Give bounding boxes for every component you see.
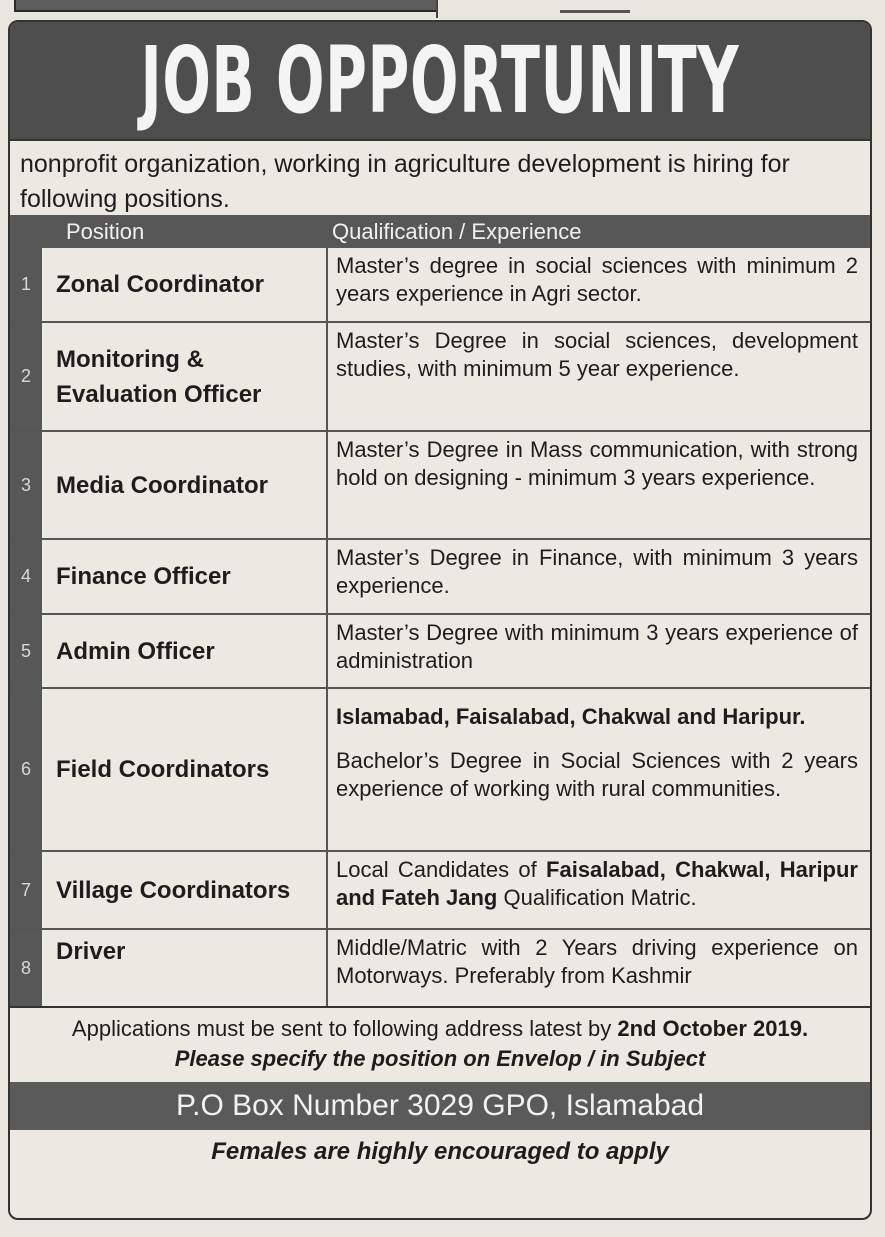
header-position: Position <box>66 219 145 244</box>
row-number: 8 <box>10 930 42 1006</box>
qualification-locations: Faisalabad, Chakwal, Haripur and Fateh Jang <box>336 857 858 910</box>
table-row <box>10 540 870 615</box>
deadline-date: 2nd October 2019. <box>617 1016 809 1041</box>
qualification-text: Master’s Degree in Finance, with minimum 3 years experience. <box>336 545 858 598</box>
table-row <box>10 615 870 689</box>
header-number-cell <box>10 215 42 248</box>
position-name: Monitoring & Evaluation Officer <box>42 323 328 430</box>
table-row <box>10 852 870 930</box>
intro-text: nonprofit organization, working in agriculture development is hiring for following positions. <box>20 150 790 213</box>
column-divider <box>436 0 438 18</box>
envelope-note: Please specify the position on Envelop / in Subject <box>174 1046 706 1071</box>
qualification-text: Master’s Degree in Mass communication, with strong hold on designing - minimum 3 years experience. <box>336 437 858 490</box>
position-name: Village Coordinators <box>42 852 328 928</box>
qualification-text: Bachelor’s Degree in Social Sciences with 2 years experience of working with rural communities. <box>336 748 858 801</box>
position-name: Field Coordinators <box>42 689 328 850</box>
application-instructions <box>10 1006 870 1044</box>
header-qualification: Qualification / Experience <box>332 219 582 244</box>
position-name: Finance Officer <box>42 540 328 613</box>
position-name: Admin Officer <box>42 615 328 687</box>
row-number: 3 <box>10 432 42 538</box>
row-number: 1 <box>10 248 42 321</box>
adjacent-text-fragment <box>560 0 630 13</box>
qualification-prefix: Local Candidates of <box>336 857 547 882</box>
qualification-text: Middle/Matric with 2 Years driving experience on Motorways. Preferably from Kashmir <box>336 935 858 988</box>
qualification-text: Master’s Degree with minimum 3 years experience of administration <box>336 620 858 673</box>
qualification-text: Master’s degree in social sciences with minimum 2 years experience in Agri sector. <box>336 253 858 306</box>
qualification-text: Master’s Degree in social sciences, development studies, with minimum 5 year experience. <box>336 328 858 381</box>
table-row <box>10 248 870 323</box>
row-number: 6 <box>10 689 42 850</box>
position-name: Zonal Coordinator <box>42 248 328 321</box>
ad-header <box>10 22 870 141</box>
apply-text: Applications must be sent to following address latest by <box>71 1016 618 1041</box>
qualification-cell <box>328 852 870 928</box>
position-name: Media Coordinator <box>42 432 328 538</box>
table-row <box>10 432 870 540</box>
ad-title: JOB OPPORTUNITY <box>140 27 740 134</box>
adjacent-ad-fragment <box>14 0 438 12</box>
table-row <box>10 689 870 852</box>
row-number: 4 <box>10 540 42 613</box>
qualification-cell <box>328 689 870 850</box>
table-row <box>10 323 870 432</box>
table-row <box>10 930 870 1006</box>
job-advertisement <box>8 20 872 1220</box>
row-number: 2 <box>10 323 42 430</box>
row-number: 7 <box>10 852 42 928</box>
postal-address: P.O Box Number 3029 GPO, Islamabad <box>10 1082 870 1130</box>
locations-text: Islamabad, Faisalabad, Chakwal and Haripur. <box>336 704 806 729</box>
position-name: Driver <box>42 930 328 1006</box>
positions-table <box>10 248 870 1006</box>
row-number: 5 <box>10 615 42 687</box>
qualification-suffix: Qualification Matric. <box>497 885 697 910</box>
table-header <box>10 215 870 248</box>
clipping-edge <box>0 0 885 18</box>
female-encouragement: Females are highly encouraged to apply <box>211 1138 669 1165</box>
